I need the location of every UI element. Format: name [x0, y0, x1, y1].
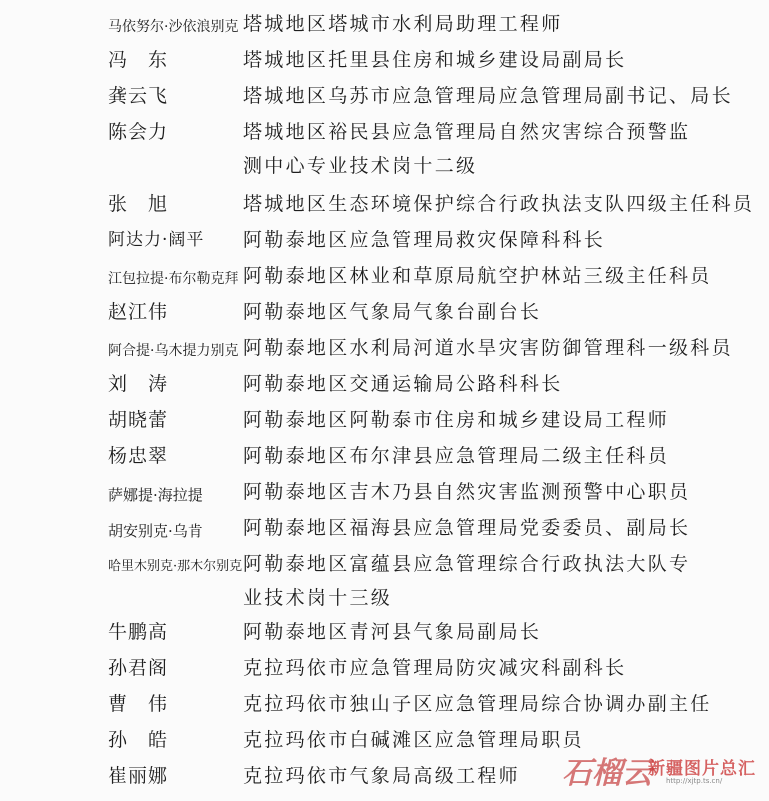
person-name: 孙 皓 — [108, 729, 169, 751]
watermark-brand: 新疆图片总汇 — [648, 759, 756, 779]
person-position: 克拉玛依市气象局高级工程师 — [243, 765, 520, 787]
person-name: 陈会力 — [108, 121, 169, 143]
person-name: 杨忠翠 — [108, 445, 169, 467]
person-name: 阿合提·乌木提力别克 — [108, 343, 239, 359]
person-name: 哈里木别克·那木尔别克 — [108, 559, 243, 574]
person-name: 赵江伟 — [108, 301, 169, 323]
watermark-url: http://xjtp.ts.cn/ — [666, 777, 723, 785]
person-position: 阿勒泰地区福海县应急管理局党委委员、副局长 — [243, 517, 691, 539]
person-position — [243, 552, 691, 609]
person-name: 曹 伟 — [108, 693, 169, 715]
person-position: 阿勒泰地区水利局河道水旱灾害防御管理科一级科员 — [243, 337, 733, 359]
person-position: 克拉玛依市独山子区应急管理局综合协调办副主任 — [243, 693, 712, 715]
person-name: 孙君阁 — [108, 657, 169, 679]
person-name: 马依努尔·沙依浪别克 — [108, 19, 239, 35]
person-name: 龚云飞 — [108, 85, 169, 107]
person-position: 塔城地区生态环境保护综合行政执法支队四级主任科员 — [243, 193, 755, 215]
person-name: 张 旭 — [108, 193, 169, 215]
person-position: 阿勒泰地区青河县气象局副局长 — [243, 621, 542, 643]
person-position: 阿勒泰地区阿勒泰市住房和城乡建设局工程师 — [243, 409, 670, 431]
person-name: 江包拉提·布尔勒克拜 — [108, 271, 239, 287]
person-position: 塔城地区塔城市水利局助理工程师 — [243, 13, 563, 35]
person-position: 阿勒泰地区气象局气象台副台长 — [243, 301, 542, 323]
person-position: 阿勒泰地区应急管理局救灾保障科科长 — [243, 229, 606, 251]
watermark-logo: 石榴云 — [562, 756, 652, 791]
person-position: 克拉玛依市应急管理局防灾减灾科副科长 — [243, 657, 627, 679]
position-line-2: 测中心专业技术岗十二级 — [243, 155, 478, 177]
person-name: 阿达力·阔平 — [108, 230, 205, 250]
position-line-1: 阿勒泰地区富蕴县应急管理综合行政执法大队专 — [243, 553, 691, 575]
person-position: 阿勒泰地区吉木乃县自然灾害监测预警中心职员 — [243, 481, 691, 503]
person-position: 阿勒泰地区布尔津县应急管理局二级主任科员 — [243, 445, 670, 467]
person-name: 崔丽娜 — [108, 765, 169, 787]
person-position: 塔城地区托里县住房和城乡建设局副局长 — [243, 49, 627, 71]
person-position — [243, 120, 691, 177]
person-name: 胡晓蕾 — [108, 409, 169, 431]
person-position: 塔城地区乌苏市应急管理局应急管理局副书记、局长 — [243, 85, 733, 107]
person-name: 刘 涛 — [108, 373, 169, 395]
watermark — [562, 748, 762, 790]
position-line-1: 塔城地区裕民县应急管理局自然灾害综合预警监 — [243, 121, 691, 143]
person-name: 胡安别克·乌肯 — [108, 522, 203, 540]
person-name: 牛鹏高 — [108, 621, 169, 643]
person-position: 阿勒泰地区交通运输局公路科科长 — [243, 373, 563, 395]
position-line-2: 业技术岗十三级 — [243, 587, 393, 609]
person-position: 克拉玛依市白碱滩区应急管理局职员 — [243, 729, 584, 751]
person-name: 萨娜提·海拉提 — [108, 486, 203, 504]
person-position: 阿勒泰地区林业和草原局航空护林站三级主任科员 — [243, 265, 712, 287]
person-name: 冯 东 — [108, 49, 169, 71]
